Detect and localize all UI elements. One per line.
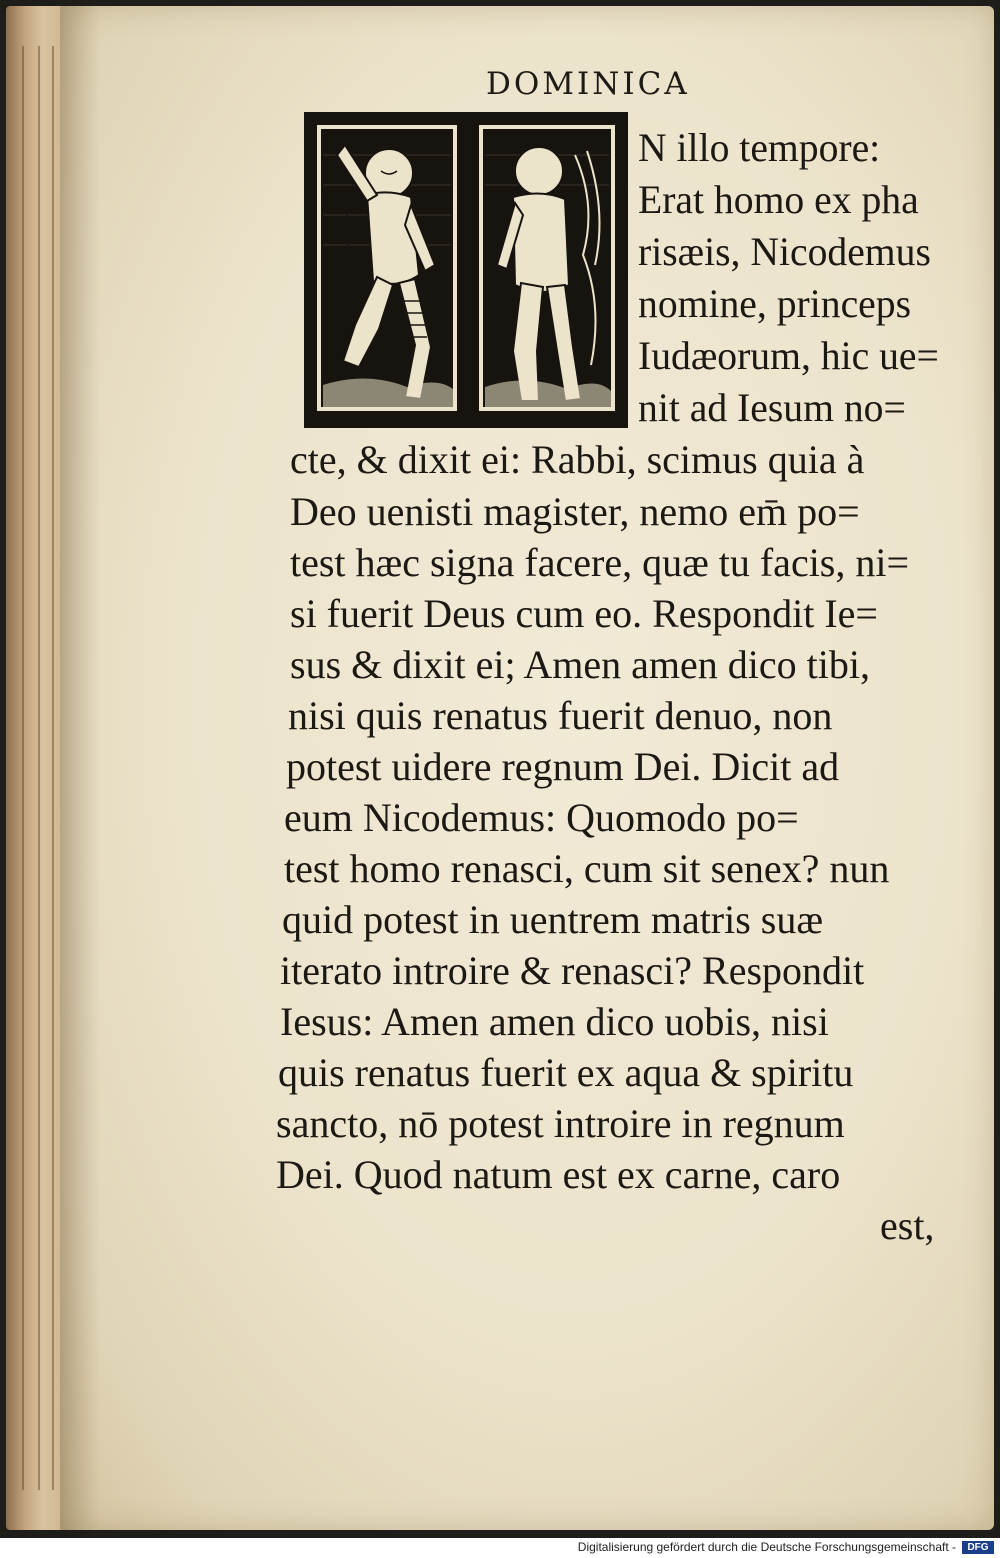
footer-bar bbox=[0, 1538, 1000, 1558]
woodcut-illustration bbox=[307, 115, 625, 425]
text-line: potest uidere regnum Dei. Dicit ad bbox=[286, 744, 840, 789]
text-line: test homo renasci, cum sit senex? nun bbox=[284, 846, 890, 891]
text-line: nisi quis renatus fuerit denuo, non bbox=[288, 693, 833, 738]
text-line: N illo tempore: bbox=[638, 125, 881, 170]
text-line: sus & dixit ei; Amen amen dico tibi, bbox=[290, 642, 870, 687]
text-line: quid potest in uentrem matris suæ bbox=[282, 897, 824, 942]
text-line: Erat homo ex pha bbox=[638, 177, 919, 222]
text-line: si fuerit Deus cum eo. Respondit Ie= bbox=[290, 591, 878, 636]
text-line: cte, & dixit ei: Rabbi, scimus quia à bbox=[290, 437, 865, 482]
catchword: est, bbox=[880, 1203, 935, 1248]
text-line: Deo uenisti magister, nemo em̄ po= bbox=[290, 489, 860, 534]
text-line: nit ad Iesum no= bbox=[638, 385, 906, 430]
edge-line bbox=[38, 46, 40, 1490]
text-line: nomine, princeps bbox=[638, 281, 912, 326]
text-line: Dei. Quod natum est ex carne, caro bbox=[276, 1152, 841, 1197]
text-line: test hæc signa facere, quæ tu facis, ni= bbox=[290, 540, 910, 585]
text-line: iterato introire & renasci? Respondit bbox=[280, 948, 865, 993]
text-line: Iesus: Amen amen dico uobis, nisi bbox=[280, 999, 829, 1044]
text-line: quis renatus fuerit ex aqua & spiritu bbox=[278, 1050, 854, 1095]
edge-line bbox=[22, 46, 24, 1490]
edge-line bbox=[52, 46, 54, 1490]
text-line: risæis, Nicodemus bbox=[638, 229, 931, 274]
dfg-logo: DFG bbox=[962, 1541, 994, 1554]
gutter-shadow bbox=[60, 6, 100, 1530]
text-line: eum Nicodemus: Quomodo po= bbox=[284, 795, 799, 840]
woodcut-initial bbox=[304, 112, 628, 428]
text-line: sancto, nō potest introire in regnum bbox=[276, 1101, 845, 1146]
page-edge bbox=[6, 6, 68, 1530]
running-head: DOMINICA bbox=[486, 66, 690, 102]
funding-notice: Digitalisierung gefördert durch die Deutsche Forschungsgemeinschaft - bbox=[577, 1540, 956, 1554]
text-line: Iudæorum, hic ue= bbox=[638, 333, 939, 378]
